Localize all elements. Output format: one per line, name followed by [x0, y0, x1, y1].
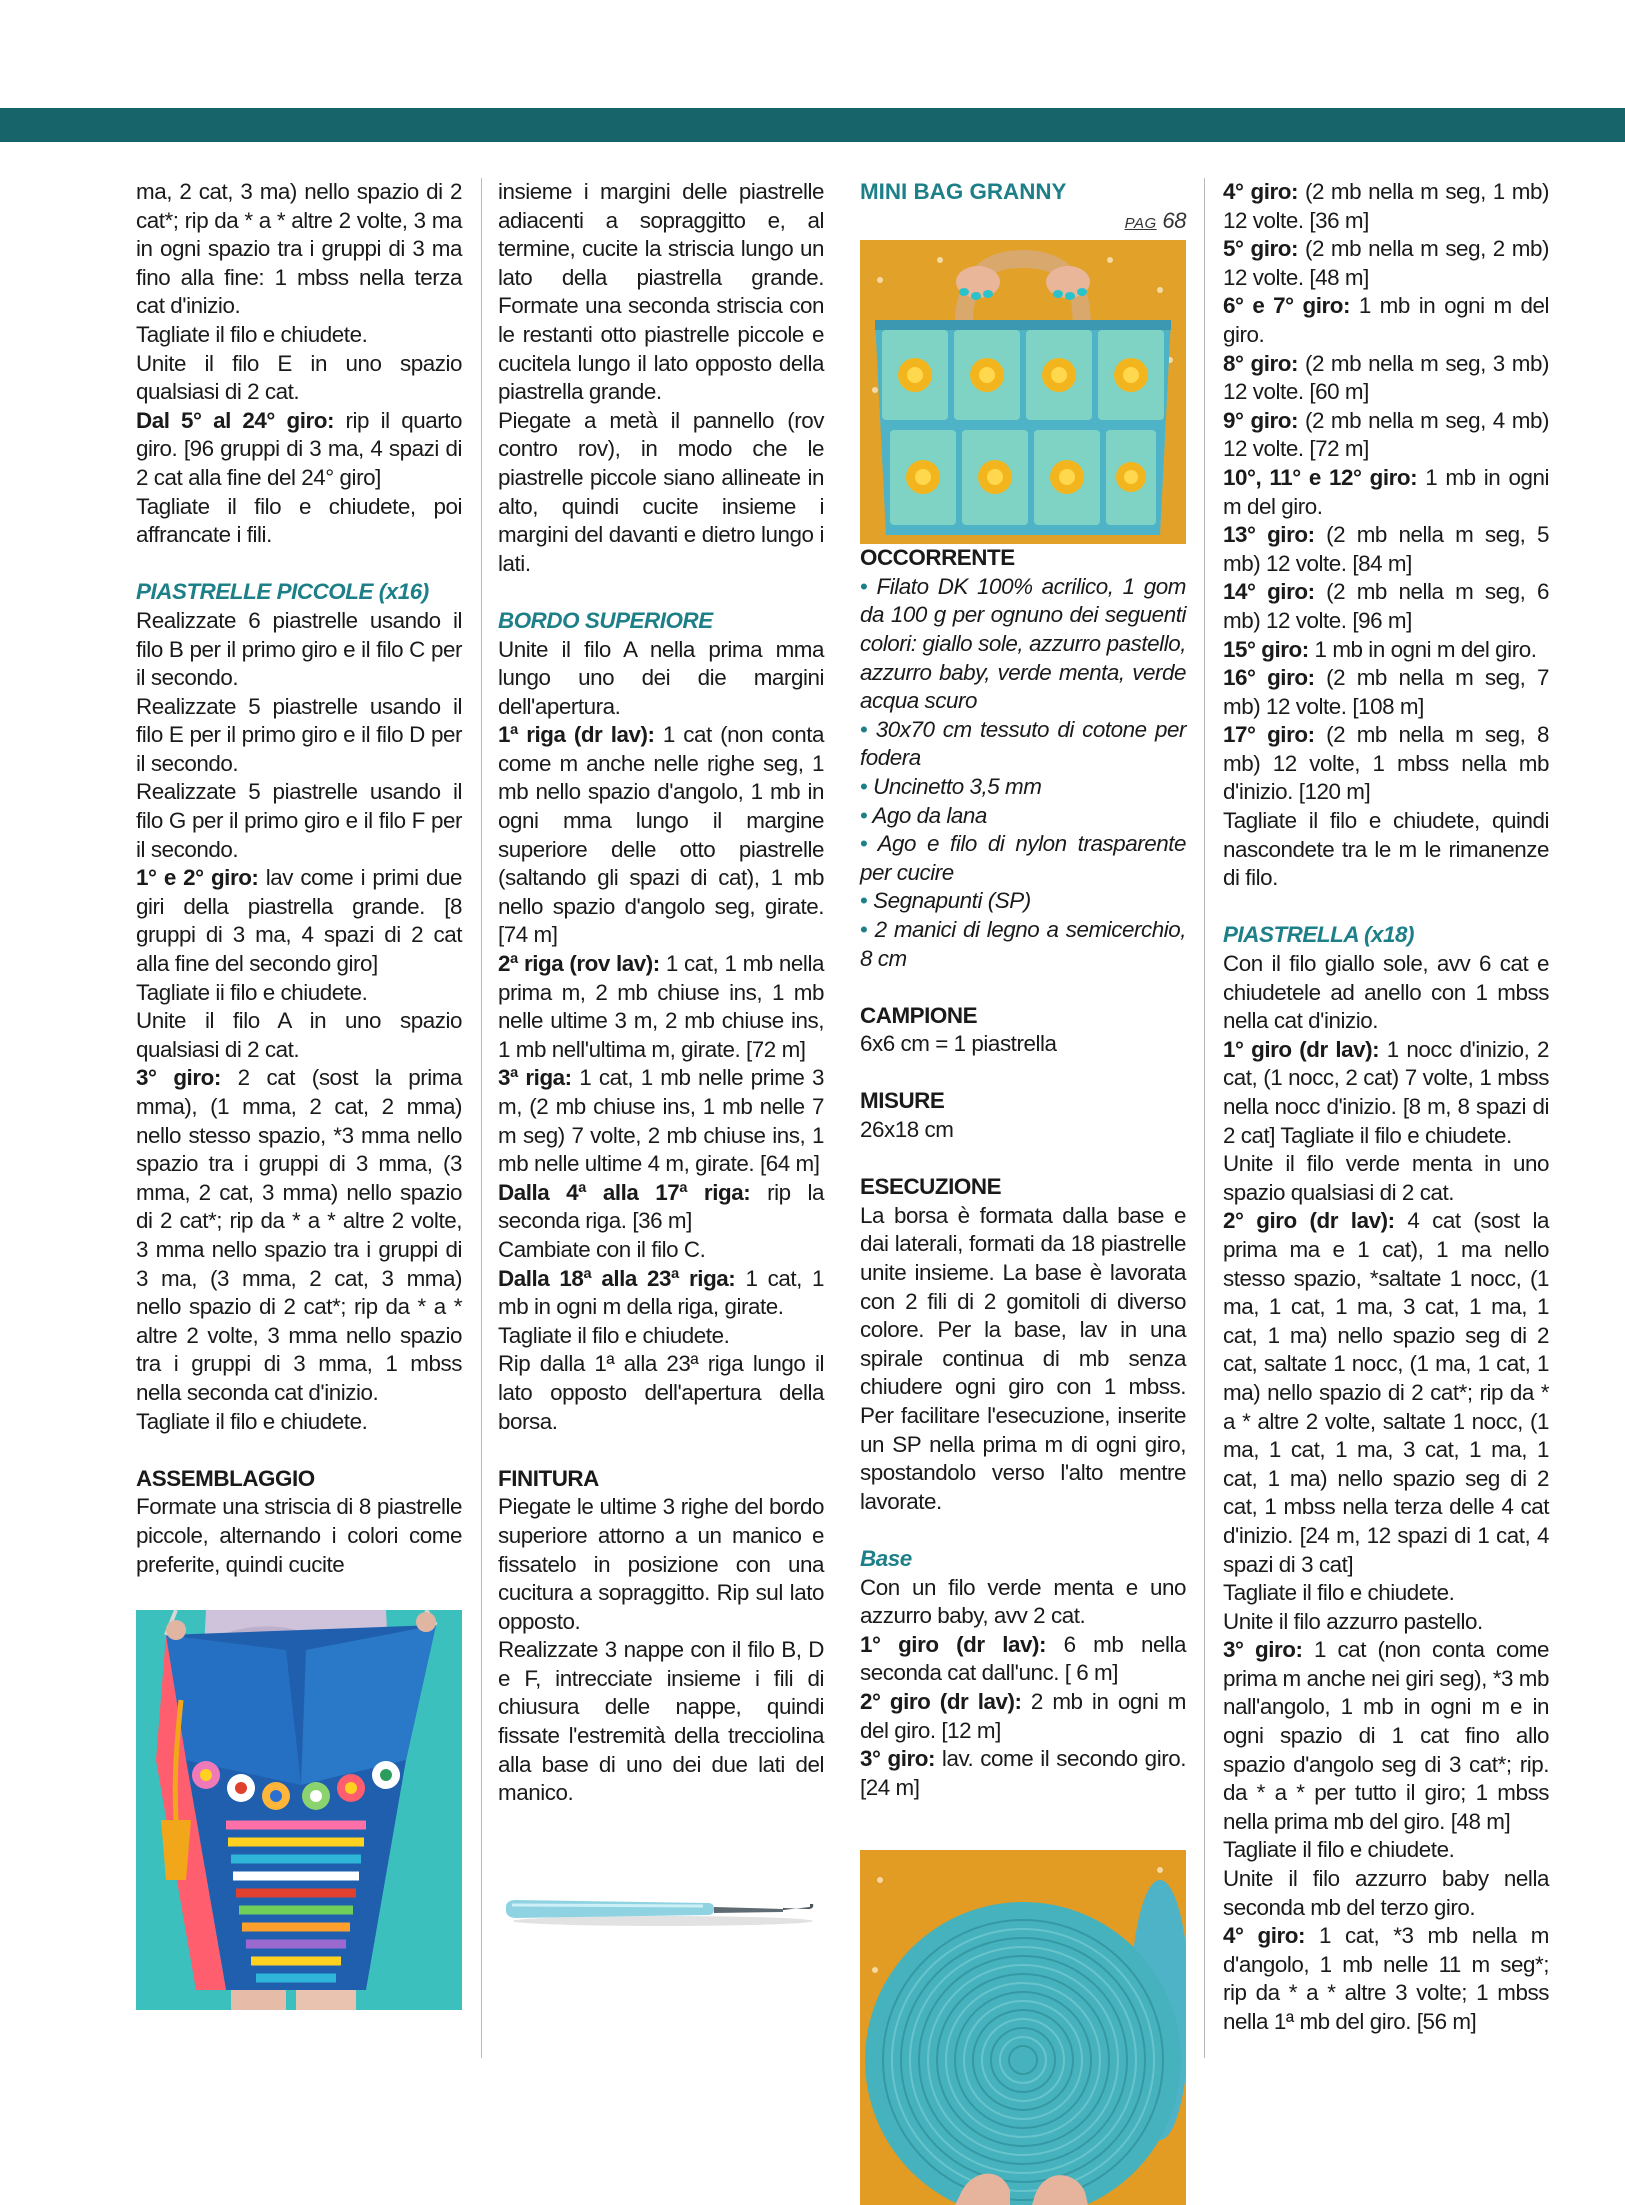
instruction — [860, 1688, 1186, 1745]
instruction-label: 2ª riga (rov lav): — [498, 951, 660, 977]
materials-item — [860, 716, 1186, 773]
instruction — [498, 1064, 824, 1178]
bullet: • — [860, 802, 868, 828]
section-heading: ESECUZIONE — [860, 1174, 1002, 1200]
instruction — [860, 1745, 1186, 1802]
instruction-label: 9° giro: — [1223, 407, 1298, 433]
instruction-text: rip la seconda riga. [36 m] — [498, 1179, 824, 1234]
paragraph: Tagliate il filo e chiudete. — [1223, 1837, 1455, 1863]
instruction-text: (2 mb nella m seg, 2 mb) 12 volte. [48 m] — [1223, 236, 1549, 290]
instruction-text: (2 mb nella m seg, 7 mb) 12 volte. [108 m] — [1223, 665, 1549, 719]
instruction-label: 3° giro: — [1223, 1637, 1303, 1663]
column-4 — [1223, 178, 1549, 2037]
materials-item-text: Ago e filo di nylon trasparente per cucire — [860, 831, 1186, 885]
paragraph: Con il filo giallo sole, avv 6 cat e chiudetele ad anello con 1 mbss nella cat d'inizio. — [1223, 951, 1549, 1034]
instruction-text: (2 mb nella m seg, 4 mb) 12 volte. [72 m] — [1223, 407, 1549, 462]
instruction — [1223, 521, 1549, 578]
instruction — [1223, 1036, 1549, 1150]
instruction-label: 10°, 11° e 12° giro: — [1223, 464, 1418, 490]
materials-item-text: 30x70 cm tessuto di cotone per fodera — [860, 716, 1186, 771]
instruction — [1223, 1636, 1549, 1836]
section-heading: OCCORRENTE — [860, 545, 1015, 571]
paragraph: Tagliate il filo e chiudete, quindi nascondete tra le m le rimanenze di filo. — [1223, 808, 1549, 891]
instruction — [1223, 1922, 1549, 2036]
column-divider — [1204, 178, 1205, 2058]
bag-base-photo — [860, 1850, 1186, 2205]
section-heading: PIASTRELLA (x18) — [1223, 922, 1415, 948]
paragraph: Realizzate 3 nappe con il filo B, D e F, intrecciate insieme i fili di chiusura delle nappe, quindi fissate l'estremità della trecciolina alla base di uno dei due lati del manico. — [498, 1637, 824, 1806]
instruction-text: 1 cat, *3 mb nella m d'angolo, 1 mb nelle 11 m seg*; rip da * a * altre 3 volte; 1 mbss nella 1ª mb del giro. [56 m] — [1223, 1923, 1549, 2034]
materials-item-text: Uncinetto 3,5 mm — [873, 773, 1042, 799]
section-heading: Base — [860, 1545, 912, 1571]
materials-item — [860, 916, 1186, 973]
instruction — [1223, 407, 1549, 464]
column-3 — [860, 178, 1186, 1802]
instruction-label: 17° giro: — [1223, 722, 1315, 748]
instruction-text: (2 mb nella m seg, 8 mb) 12 volte, 1 mbss nella mb d'inizio. [120 m] — [1223, 722, 1549, 805]
materials-item — [860, 573, 1186, 716]
page-reference — [860, 207, 1186, 239]
header-band — [0, 108, 1625, 142]
paragraph: Realizzate 6 piastrelle usando il filo B per il primo giro e il filo C per il secondo. — [136, 607, 462, 691]
instruction-text: 1 cat, 1 mb nella prima m, 2 mb chiuse ins, 1 mb nelle ultime 3 m, 2 mb chiuse ins, 1 mb nell'ultima m, girate. [72 m] — [498, 951, 824, 1062]
paragraph: Tagliate ii filo e chiudete. — [136, 979, 368, 1005]
paragraph: 6x6 cm = 1 piastrella — [860, 1031, 1057, 1057]
materials-item — [860, 830, 1186, 887]
bullet: • — [860, 916, 868, 942]
instruction — [1223, 1207, 1549, 1579]
materials-item — [860, 802, 1186, 831]
paragraph: Unite il filo verde menta in uno spazio qualsiasi di 2 cat. — [1223, 1151, 1549, 1205]
materials-item — [860, 887, 1186, 916]
paragraph: Tagliate il filo e chiudete. — [1223, 1580, 1455, 1606]
page-reference-label: PAG — [1124, 214, 1157, 232]
instruction — [498, 1265, 824, 1322]
instruction — [1223, 464, 1549, 521]
instruction — [1223, 350, 1549, 407]
section-heading: MISURE — [860, 1088, 945, 1114]
instruction-label: 16° giro: — [1223, 665, 1315, 691]
paragraph: Tagliate il filo e chiudete. — [136, 321, 368, 347]
instruction-text: (2 mb nella m seg, 1 mb) 12 volte. [36 m] — [1223, 179, 1549, 233]
instruction-text: 1 cat (non conta come prima m anche nei giri seg), *3 mb nall'angolo, 1 mb in ogni m e in ogni spazio di 1 cat fino allo spazio d'angolo seg di 3 cat*; rip. da * a * per tutto il giro; 1 mbss nella prima mb del giro. [48 m] — [1223, 1637, 1549, 1834]
section-heading: FINITURA — [498, 1465, 599, 1491]
instruction-text: 1 mb in ogni m del giro. — [1308, 636, 1537, 662]
paragraph: Realizzate 5 piastrelle usando il filo G per il primo giro e il filo F per il secondo. — [136, 779, 462, 862]
crochet-hook-image — [498, 1885, 824, 1935]
instruction-label: Dal 5° al 24° giro: — [136, 407, 334, 433]
materials-item — [860, 773, 1186, 802]
instruction-text: 1 cat, 1 mb in ogni m della riga, girate. — [498, 1265, 825, 1320]
instruction-label: Dalla 18ª alla 23ª riga: — [498, 1265, 736, 1291]
paragraph: Unite il filo A in uno spazio qualsiasi di 2 cat. — [136, 1008, 462, 1062]
bullet: • — [860, 831, 868, 857]
instruction-text: 6 mb nella seconda cat dall'unc. [ 6 m] — [860, 1631, 1187, 1686]
instruction-text: 1 mb in ogni m del giro. — [1223, 293, 1550, 347]
instruction-label: 6° e 7° giro: — [1223, 293, 1351, 319]
instruction — [1223, 578, 1549, 635]
instruction — [1223, 664, 1549, 721]
instruction-label: 4° giro: — [1223, 1923, 1305, 1949]
paragraph: Cambiate con il filo C. — [498, 1236, 706, 1262]
instruction — [136, 1064, 462, 1407]
section-heading: PIASTRELLE PICCOLE (x16) — [136, 579, 429, 605]
paragraph: Unite il filo E in uno spazio qualsiasi di 2 cat. — [136, 350, 462, 405]
paragraph: Formate una striscia di 8 piastrelle piccole, alternando i colori come preferite, quindi cucite — [136, 1494, 462, 1577]
instruction-label: 13° giro: — [1223, 522, 1315, 548]
instruction-text: 2 mb in ogni m del giro. [12 m] — [860, 1688, 1186, 1743]
instruction-label: 3° giro: — [860, 1746, 935, 1772]
instruction-label: 4° giro: — [1223, 179, 1298, 204]
paragraph: Piegate le ultime 3 righe del bordo superiore attorno a un manico e fissatelo in posizione con una cucitura a sopraggitto. Rip sul lato opposto. — [498, 1494, 824, 1634]
instruction-text: (2 mb nella m seg, 3 mb) 12 volte. [60 m] — [1223, 350, 1549, 405]
column-2 — [498, 178, 824, 1808]
instruction-text: rip il quarto giro. [96 gruppi di 3 ma, 4 spazi di 2 cat alla fine del 24° giro] — [136, 407, 462, 490]
instruction-label: 2° giro (dr lav): — [860, 1688, 1022, 1714]
instruction — [1223, 178, 1549, 235]
instruction-label: 1ª riga (dr lav): — [498, 722, 655, 748]
paragraph: Tagliate il filo e chiudete, poi affrancate i fili. — [136, 493, 462, 548]
instruction-text: 1 nocc d'inizio, 2 cat, (1 nocc, 2 cat) 7 volte, 1 mbss nella nocc d'inizio. [8 m, 8 spazi di 2 cat] Tagliate il filo e chiudete. — [1223, 1036, 1549, 1148]
instruction — [1223, 235, 1549, 292]
paragraph: Unite il filo azzurro baby nella seconda mb del terzo giro. — [1223, 1866, 1549, 1920]
instruction — [1223, 636, 1549, 665]
paragraph: ma, 2 cat, 3 ma) nello spazio di 2 cat*; rip da * a * altre 2 volte, 3 ma in ogni spazio tra i gruppi di 3 ma fino alla fine: 1 mbss nella terza cat d'inizio. — [136, 179, 462, 319]
paragraph: 26x18 cm — [860, 1117, 954, 1143]
instruction-label: 15° giro: — [1223, 636, 1309, 662]
paragraph: Piegate a metà il pannello (rov contro rov), in modo che le piastrelle piccole siano allineate in alto, quindi cucite insieme i margini del davanti e dietro lungo i lati. — [498, 407, 824, 576]
materials-item-text: Filato DK 100% acrilico, 1 gom da 100 g per ognuno dei seguenti colori: giallo sole, azzurro pastello, azzurro baby, verde menta, verde acqua scuro — [860, 573, 1186, 714]
instruction-label: 1° e 2° giro: — [136, 865, 259, 891]
instruction-text: 1 cat, 1 mb nelle prime 3 m, (2 mb chiuse ins, 1 mb nelle 7 m seg) 7 volte, 2 mb chiuse ins, 1 mb nelle ultime 4 m, girate. [64 m] — [498, 1065, 824, 1177]
bag-photo-granny — [136, 1610, 462, 2010]
paragraph: Tagliate il filo e chiudete. — [498, 1322, 730, 1348]
instruction-label: 1° giro (dr lav): — [1223, 1036, 1380, 1062]
instruction — [498, 1179, 824, 1236]
paragraph: Realizzate 5 piastrelle usando il filo E per il primo giro e il filo D per il secondo. — [136, 693, 462, 776]
instruction — [498, 950, 824, 1064]
instruction-label: 1° giro (dr lav): — [860, 1631, 1047, 1657]
paragraph: Tagliate il filo e chiudete. — [136, 1408, 368, 1434]
materials-item-text: Segnapunti (SP) — [873, 888, 1031, 914]
instruction-text: (2 mb nella m seg, 5 mb) 12 volte. [84 m] — [1223, 522, 1549, 576]
bullet: • — [860, 716, 868, 742]
instruction — [136, 407, 462, 493]
materials-item-text: Ago da lana — [872, 802, 987, 828]
instruction-label: 5° giro: — [1223, 236, 1298, 262]
paragraph: Con un filo verde menta e uno azzurro baby, avv 2 cat. — [860, 1574, 1186, 1629]
materials-item-text: 2 manici di legno a semicerchio, 8 cm — [860, 916, 1186, 971]
instruction-label: 3ª riga: — [498, 1065, 572, 1091]
instruction-text: lav come i primi due giri della piastrella grande. [8 gruppi di 3 ma, 4 spazi di 2 cat alla fine del secondo giro] — [136, 865, 462, 977]
paragraph: insieme i margini delle piastrelle adiacenti a sopraggitto e, al termine, cucite la striscia lungo un lato della piastrella grande. Formate una seconda striscia con le restanti otto piastrelle piccole e cucitela lungo il lato opposto della piastrella grande. — [498, 179, 824, 405]
section-heading: ASSEMBLAGGIO — [136, 1465, 315, 1491]
paragraph: Rip dalla 1ª alla 23ª riga lungo il lato opposto dell'apertura della borsa. — [498, 1351, 824, 1434]
page-reference-number: 68 — [1162, 207, 1186, 233]
section-heading: CAMPIONE — [860, 1002, 978, 1028]
pattern-title: MINI BAG GRANNY — [860, 179, 1067, 204]
instruction — [1223, 292, 1549, 349]
column-divider — [481, 178, 482, 2058]
instruction-text: lav. come il secondo giro. [24 m] — [860, 1746, 1186, 1800]
instruction — [1223, 721, 1549, 807]
instruction-text: 1 cat (non conta come m anche nelle righe seg, 1 mb nello spazio d'angolo, 1 mb in ogni mma lungo il margine superiore delle otto piastrelle (saltando gli spazi di cat), 1 mb nello spazio d'angolo seg, girate. [74 m] — [498, 722, 824, 948]
bullet: • — [860, 888, 868, 914]
instruction-label: 2° giro (dr lav): — [1223, 1208, 1395, 1234]
mini-bag-photo — [860, 240, 1186, 544]
instruction-text: 1 mb in ogni m del giro. — [1223, 464, 1549, 519]
instruction-label: 3° giro: — [136, 1065, 221, 1091]
instruction — [498, 721, 824, 950]
instruction — [860, 1631, 1186, 1688]
instruction-text: 4 cat (sost la prima ma e 1 cat), 1 ma nello stesso spazio, *saltate 1 nocc, (1 ma, 1 cat, 1 ma, 3 cat, 1 ma, 1 cat, 1 ma) nello spazio seg di 2 cat, saltate 1 nocc, (1 ma, 1 cat, 1 ma) nello spazio di 2 cat*; rip da * a * altre 2 volte, saltate 1 nocc, (1 ma, 1 cat, 1 ma, 3 cat, 1 ma, 1 cat, 1 ma) nello spazio seg di 2 cat, 1 mbss nella terza delle 4 cat d'inizio. [24 m, 12 spazi di 1 cat, 4 spazi di 3 cat] — [1223, 1208, 1549, 1577]
paragraph: Unite il filo azzurro pastello. — [1223, 1608, 1483, 1634]
instruction — [136, 864, 462, 978]
bullet: • — [860, 573, 868, 599]
instruction-text: 2 cat (sost la prima mma), (1 mma, 2 cat, 2 mma) nello stesso spazio, *3 mma nello spazio tra i gruppi di 3 mma, (3 mma, 2 cat, 3 mma) nello spazio di 2 cat*; rip da * a * altre 2 volte, 3 mma nello spazio tra i gruppi di 3 ma, (3 mma, 2 cat, 3 mma) nello spazio di 2 cat*; rip da * a * altre 2 volte, 3 mma nello spazio tra i gruppi di 3 mma, 1 mbss nella seconda cat d'inizio. — [136, 1065, 462, 1405]
instruction-text: (2 mb nella m seg, 6 mb) 12 volte. [96 m] — [1223, 579, 1549, 633]
bullet: • — [860, 773, 868, 799]
instruction-label: 8° giro: — [1223, 350, 1298, 376]
paragraph: Unite il filo A nella prima mma lungo uno dei die margini dell'apertura. — [498, 636, 824, 719]
column-1 — [136, 178, 462, 1579]
instruction-label: Dalla 4ª alla 17ª riga: — [498, 1179, 751, 1205]
section-heading: BORDO SUPERIORE — [498, 607, 713, 633]
paragraph: La borsa è formata dalla base e dai laterali, formati da 18 piastrelle unite insieme. La base è lavorata con 2 fili di 2 gomitoli di diverso colore. Per la base, lav in una spirale continua di mb senza chiudere ogni giro con 1 mbss. Per facilitare l'esecuzione, inserite un SP nella prima m di ogni giro, spostandolo verso l'alto mentre lavorate. — [860, 1202, 1186, 1514]
instruction-label: 14° giro: — [1223, 579, 1315, 605]
